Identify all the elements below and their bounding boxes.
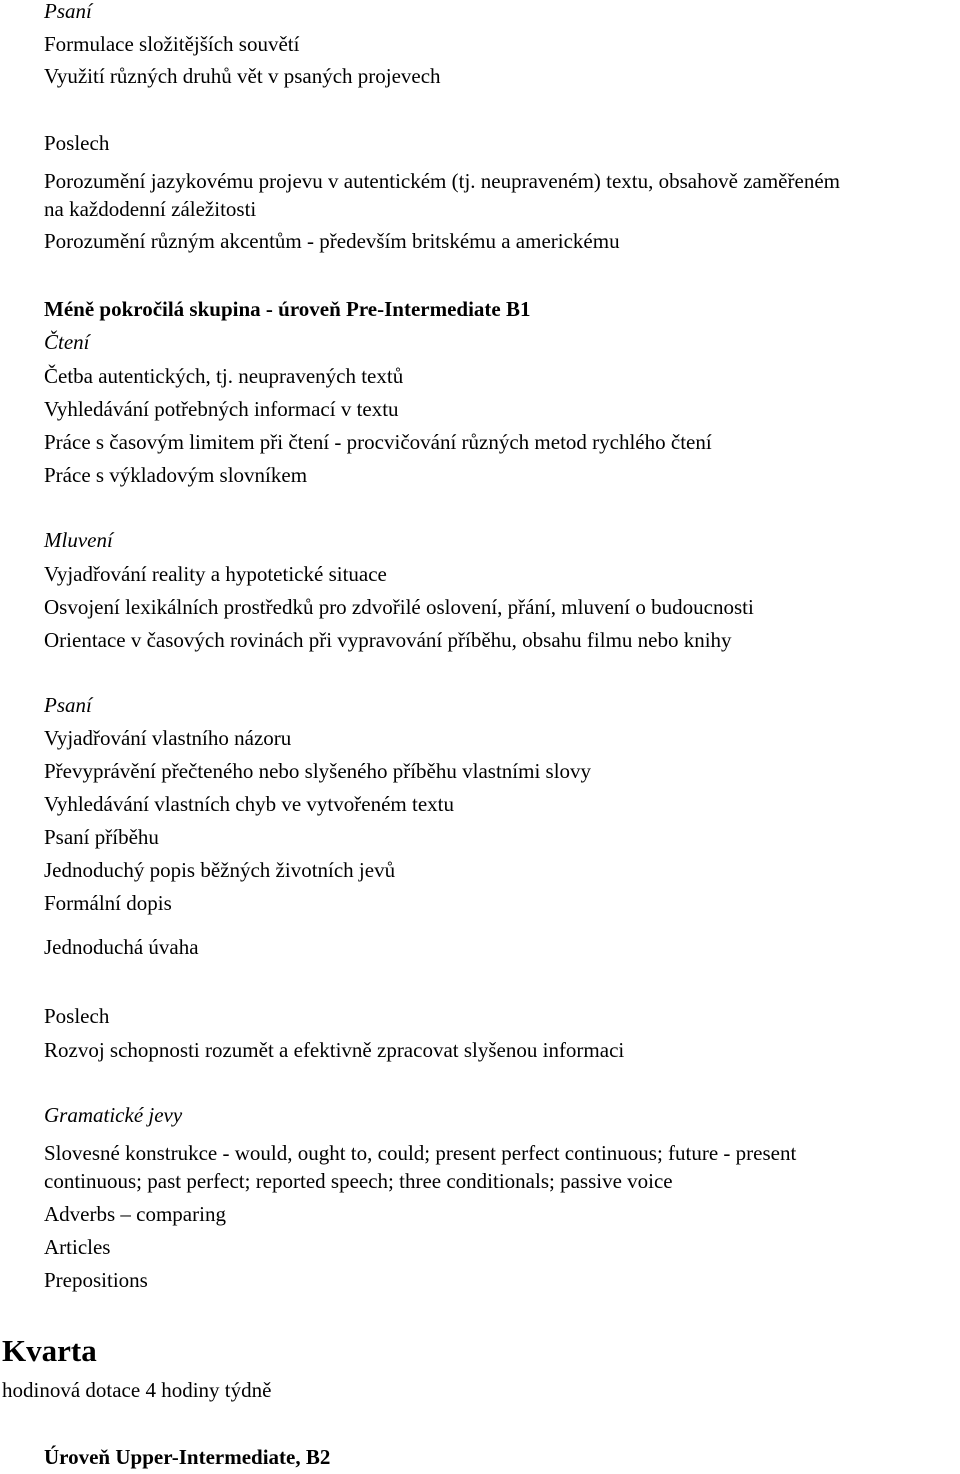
list-item: Formulace složitějších souvětí (44, 32, 300, 56)
section-heading-poslech: Poslech (44, 1004, 110, 1028)
section-heading-mluveni: Mluvení (44, 528, 113, 552)
list-item: Vyhledávání vlastních chyb ve vytvořeném textu (44, 792, 454, 816)
list-item: Prepositions (44, 1268, 148, 1292)
list-item: Jednoduchá úvaha (44, 935, 199, 959)
list-item: continuous; past perfect; reported speech; three conditionals; passive voice (44, 1169, 673, 1193)
list-item: Rozvoj schopnosti rozumět a efektivně zpracovat slyšenou informaci (44, 1038, 625, 1062)
list-item: Četba autentických, tj. neupravených textů (44, 364, 404, 388)
list-item: Jednoduchý popis běžných životních jevů (44, 858, 396, 882)
list-item: Práce s výkladovým slovníkem (44, 463, 308, 487)
list-item: Porozumění různým akcentům - především britskému a americkému (44, 229, 620, 253)
list-item: Adverbs – comparing (44, 1202, 226, 1226)
list-item: Využití různých druhů vět v psaných projevech (44, 64, 441, 88)
subtitle-hours: hodinová dotace 4 hodiny týdně (2, 1378, 272, 1402)
list-item: Osvojení lexikálních prostředků pro zdvořilé oslovení, přání, mluvení o budoucnosti (44, 595, 754, 619)
list-item: Vyjadřování reality a hypotetické situace (44, 562, 387, 586)
group-title: Méně pokročilá skupina - úroveň Pre-Intermediate B1 (44, 297, 531, 321)
list-item: Porozumění jazykovému projevu v autentickém (tj. neupraveném) textu, obsahově zaměřeném (44, 169, 840, 193)
list-item: na každodenní záležitosti (44, 197, 257, 221)
section-heading-psani: Psaní (44, 693, 92, 717)
list-item: Orientace v časových rovinách při vypravování příběhu, obsahu filmu nebo knihy (44, 628, 732, 652)
list-item: Vyhledávání potřebných informací v textu (44, 397, 399, 421)
heading-kvarta: Kvarta (2, 1333, 97, 1368)
level-title: Úroveň Upper-Intermediate, B2 (44, 1445, 331, 1469)
list-item: Psaní příběhu (44, 825, 159, 849)
list-item: Articles (44, 1235, 111, 1259)
list-item: Slovesné konstrukce - would, ought to, could; present perfect continuous; future - present (44, 1141, 797, 1165)
list-item: Formální dopis (44, 891, 172, 915)
list-item: Vyjadřování vlastního názoru (44, 726, 292, 750)
list-item: Převyprávění přečteného nebo slyšeného příběhu vlastními slovy (44, 759, 592, 783)
section-heading-cteni: Čtení (44, 330, 90, 354)
section-heading-gramaticke-jevy: Gramatické jevy (44, 1103, 183, 1127)
section-heading-poslech: Poslech (44, 131, 110, 155)
section-heading-psani: Psaní (44, 0, 92, 23)
list-item: Práce s časovým limitem při čtení - procvičování různých metod rychlého čtení (44, 430, 712, 454)
